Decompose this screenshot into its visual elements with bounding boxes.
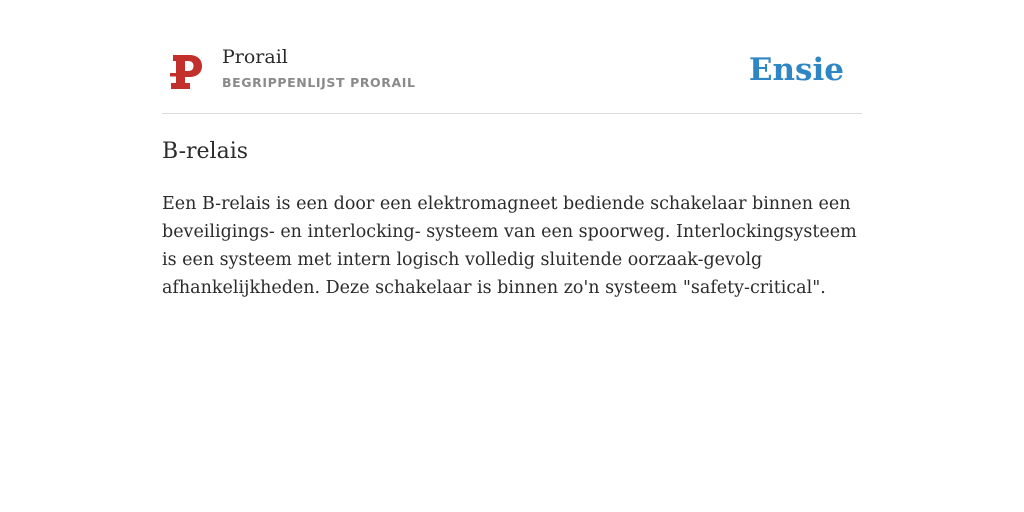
content-container <box>162 0 862 298</box>
term-title: B-relais <box>162 139 249 164</box>
brand-name[interactable]: Prorail <box>222 46 288 68</box>
header <box>162 0 862 114</box>
brand-subtitle[interactable]: BEGRIPPENLIJST PRORAIL <box>222 75 416 90</box>
ensie-home-link[interactable]: Ensie <box>748 52 844 88</box>
term-definition: Een B-relais is een door een elektromagneet bediende schakelaar binnen een beveiligings- en interlocking- systeem van een spoorweg. Interlockingsysteem is een systeem met intern logisch volledig sluitende oorzaak-gevolg afhankelijkheden. Deze schakelaar is binnen zo'n systeem "safety-critical". <box>162 194 857 298</box>
prorail-logo-icon[interactable] <box>170 53 204 91</box>
